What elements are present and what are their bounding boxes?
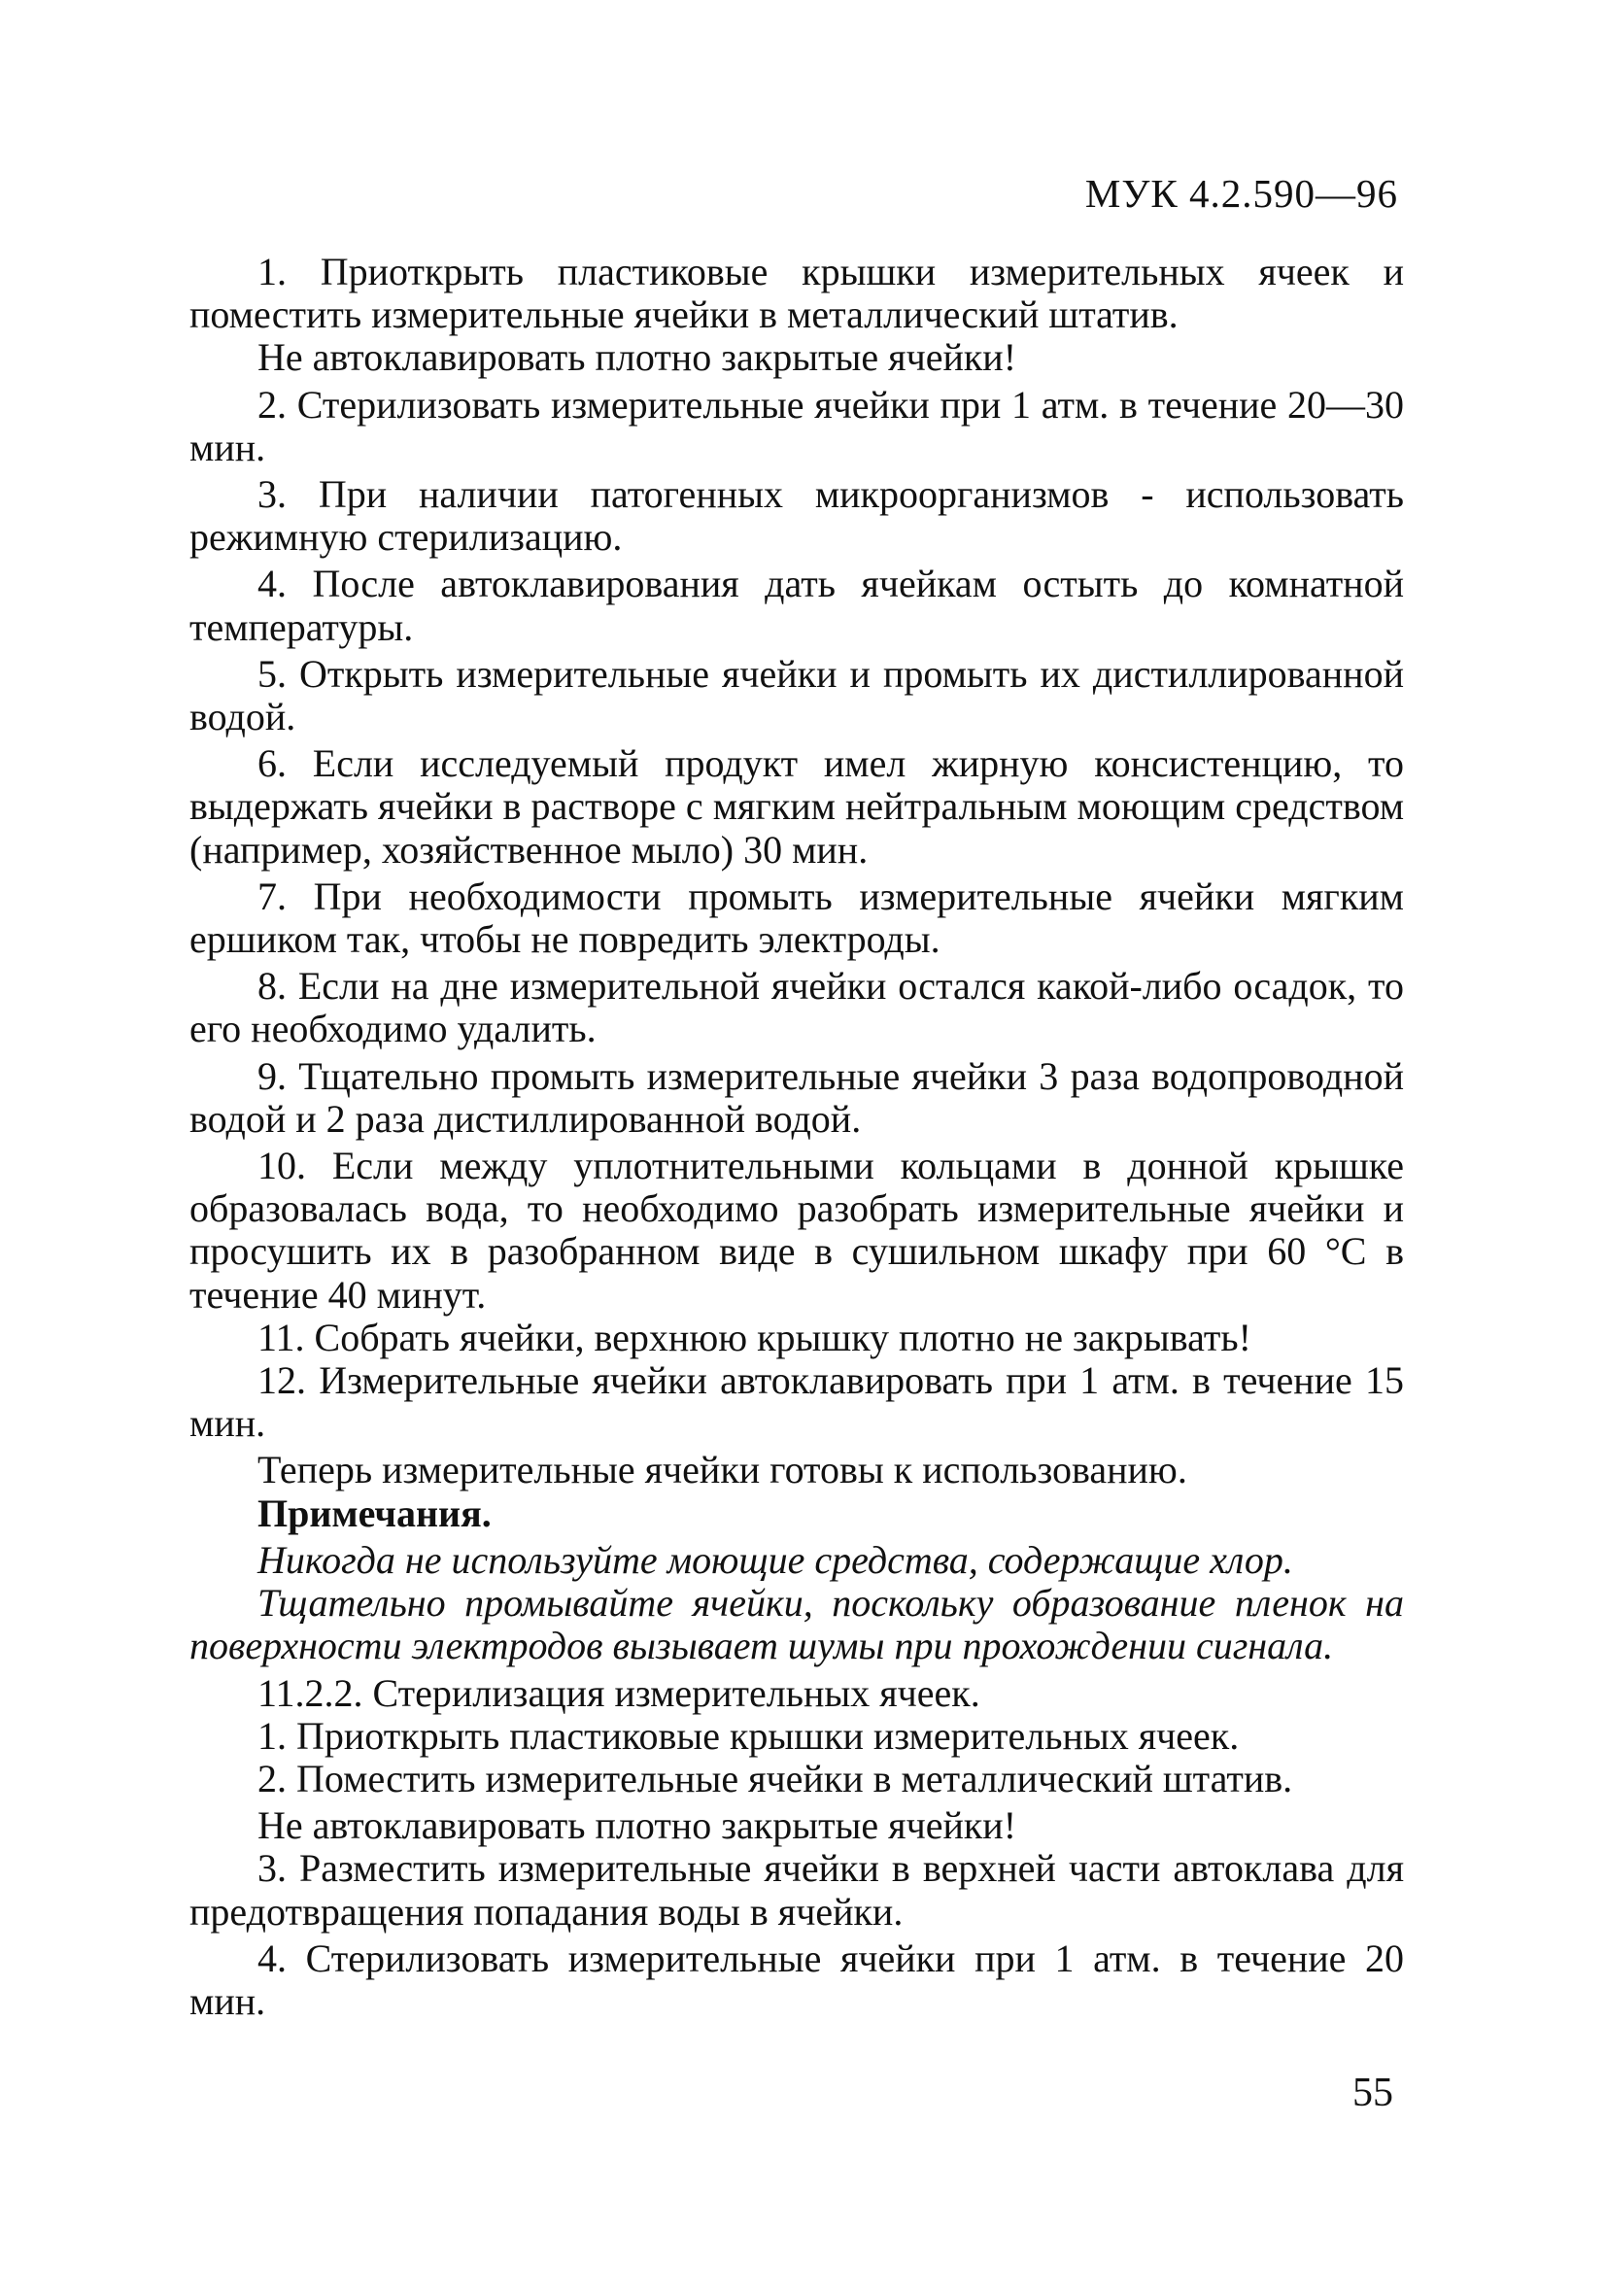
section-step-1: 1. Приоткрыть пластиковые крышки измерительных ячеек. bbox=[257, 1713, 1240, 1758]
paragraph-step-6: 6. Если исследуемый продукт имел жирную консистенцию, то выдержать ячейки в растворе с мягким нейтральным моющим средством (например, хозяйственное мыло) 30 мин. bbox=[189, 741, 1404, 872]
paragraph-step-11: 11. Собрать ячейки, верхнюю крышку плотно не закрывать! bbox=[257, 1315, 1251, 1359]
notes-title: Примечания. bbox=[257, 1491, 492, 1535]
paragraph-warning: Не автоклавировать плотно закрытые ячейки! bbox=[257, 335, 1017, 380]
note-item-rinse: Тщательно промывайте ячейки, поскольку образование пленок на поверхности электродов вызывает шумы при прохождении сигнала. bbox=[189, 1581, 1404, 1668]
section-warning: Не автоклавировать плотно закрытые ячейки! bbox=[257, 1803, 1017, 1848]
paragraph-step-7: 7. При необходимости промыть измерительные ячейки мягким ершиком так, чтобы не повредить электроды. bbox=[189, 874, 1404, 962]
section-heading: 11.2.2. Стерилизация измерительных ячеек. bbox=[257, 1670, 980, 1715]
section-step-2: 2. Поместить измерительные ячейки в металлический штатив. bbox=[257, 1756, 1293, 1800]
paragraph-step-5: 5. Открыть измерительные ячейки и промыть их дистиллированной водой. bbox=[189, 651, 1404, 739]
section-step-3: 3. Разместить измерительные ячейки в верхней части автоклава для предотвращения попадания воды в ячейки. bbox=[189, 1846, 1404, 1934]
paragraph-step-8: 8. Если на дне измерительной ячейки остался какой-либо осадок, то его необходимо удалить. bbox=[189, 964, 1404, 1051]
paragraph-step-4: 4. После автоклавирования дать ячейкам остыть до комнатной температуры. bbox=[189, 562, 1404, 649]
paragraph-step-10: 10. Если между уплотнительными кольцами в донной крышке образовалась вода, то необходимо разобрать измерительные ячейки и просушить их в разобранном виде в сушильном шкафу при 60 °С в течение 40 минут. bbox=[189, 1144, 1404, 1317]
paragraph-step-12: 12. Измерительные ячейки автоклавировать при 1 атм. в течение 15 мин. bbox=[189, 1358, 1404, 1446]
paragraph-ready: Теперь измерительные ячейки готовы к использованию. bbox=[257, 1448, 1187, 1492]
note-item-chlorine: Никогда не используйте моющие средства, содержащие хлор. bbox=[257, 1537, 1293, 1582]
section-step-4: 4. Стерилизовать измерительные ячейки при 1 атм. в течение 20 мин. bbox=[189, 1936, 1404, 2023]
paragraph-step-1: 1. Приоткрыть пластиковые крышки измерительных ячеек и поместить измерительные ячейки в металлический штатив. bbox=[189, 250, 1404, 337]
document-code-header: МУК 4.2.590—96 bbox=[1084, 171, 1398, 216]
paragraph-step-9: 9. Тщательно промыть измерительные ячейки 3 раза водопроводной водой и 2 раза дистиллированной водой. bbox=[189, 1053, 1404, 1141]
paragraph-step-2: 2. Стерилизовать измерительные ячейки при 1 атм. в течение 20—30 мин. bbox=[189, 382, 1404, 469]
paragraph-step-3: 3. При наличии патогенных микроорганизмов - использовать режимную стерилизацию. bbox=[189, 472, 1404, 560]
page-number: 55 bbox=[1352, 2071, 1393, 2115]
page-body bbox=[189, 251, 1404, 2023]
